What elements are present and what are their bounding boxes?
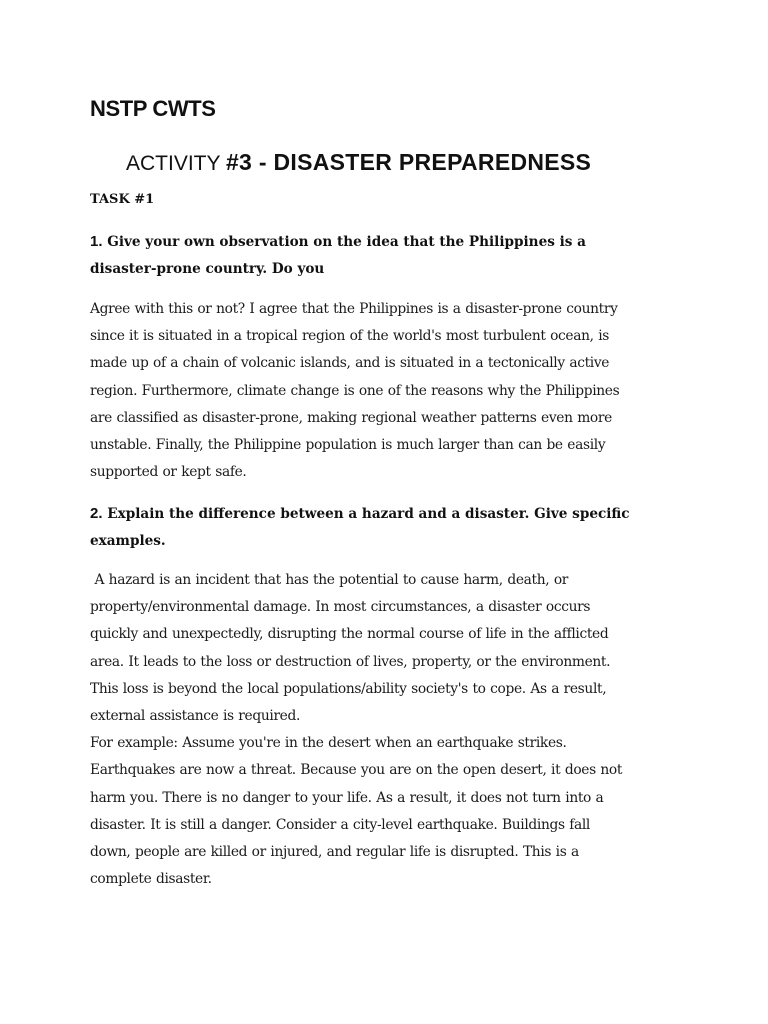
- course-heading: NSTP CWTS: [90, 96, 216, 121]
- answer-1-line: since it is situated in a tropical region of the world's most turbulent ocean, is: [90, 328, 610, 345]
- answer-2-line: For example: Assume you're in the desert when an earthquake strikes.: [90, 735, 567, 752]
- answer-2-line: external assistance is required.: [90, 708, 301, 725]
- question-1-line-2: disaster-prone country. Do you: [90, 261, 325, 277]
- answer-1-line: are classified as disaster-prone, making regional weather patterns even more: [90, 409, 612, 426]
- answer-1-line: supported or kept safe.: [90, 464, 247, 481]
- answer-2-line: quickly and unexpectedly, disrupting the normal course of life in the afflicted: [90, 626, 609, 643]
- question-1-line-1: Give your own observation on the idea that the Philippines is a: [107, 234, 586, 250]
- task-label: TASK #1: [90, 192, 155, 207]
- question-2-line-2: examples.: [90, 533, 166, 549]
- activity-title-prefix: ACTIVITY: [126, 152, 226, 175]
- answer-2-line: A hazard is an incident that has the potential to cause harm, death, or: [90, 572, 569, 588]
- answer-2-line: Earthquakes are now a threat. Because you are on the open desert, it does not: [90, 762, 623, 779]
- answer-2: [90, 567, 680, 893]
- question-2-line-1: Explain the difference between a hazard and a disaster. Give specific: [107, 506, 630, 522]
- answer-2-line: complete disaster.: [90, 871, 212, 888]
- activity-title: [126, 141, 591, 178]
- answer-1-line: region. Furthermore, climate change is one of the reasons why the Philippines: [90, 382, 620, 399]
- answer-1-line: unstable. Finally, the Philippine population is much larger than can be easily: [90, 437, 606, 454]
- answer-2-line: property/environmental damage. In most circumstances, a disaster occurs: [90, 599, 591, 616]
- activity-title-main: #3 - DISASTER PREPAREDNESS: [225, 149, 592, 175]
- question-2-number: 2.: [90, 505, 103, 522]
- answer-2-line: This loss is beyond the local populations/ability society's to cope. As a result,: [90, 680, 607, 697]
- answer-2-line: down, people are killed or injured, and regular life is disrupted. This is a: [90, 844, 579, 861]
- question-1: [90, 228, 690, 283]
- answer-1-line: made up of a chain of volcanic islands, and is situated in a tectonically active: [90, 355, 610, 372]
- answer-2-line: harm you. There is no danger to your life. As a result, it does not turn into a: [90, 789, 604, 806]
- answer-1: [90, 296, 680, 486]
- question-2: [90, 500, 690, 555]
- answer-2-line: disaster. It is still a danger. Consider a city-level earthquake. Buildings fall: [90, 816, 590, 833]
- answer-2-line: area. It leads to the loss or destruction of lives, property, or the environment.: [90, 653, 611, 670]
- answer-1-line: Agree with this or not? I agree that the Philippines is a disaster-prone country: [90, 301, 618, 317]
- question-1-number: 1.: [90, 233, 103, 250]
